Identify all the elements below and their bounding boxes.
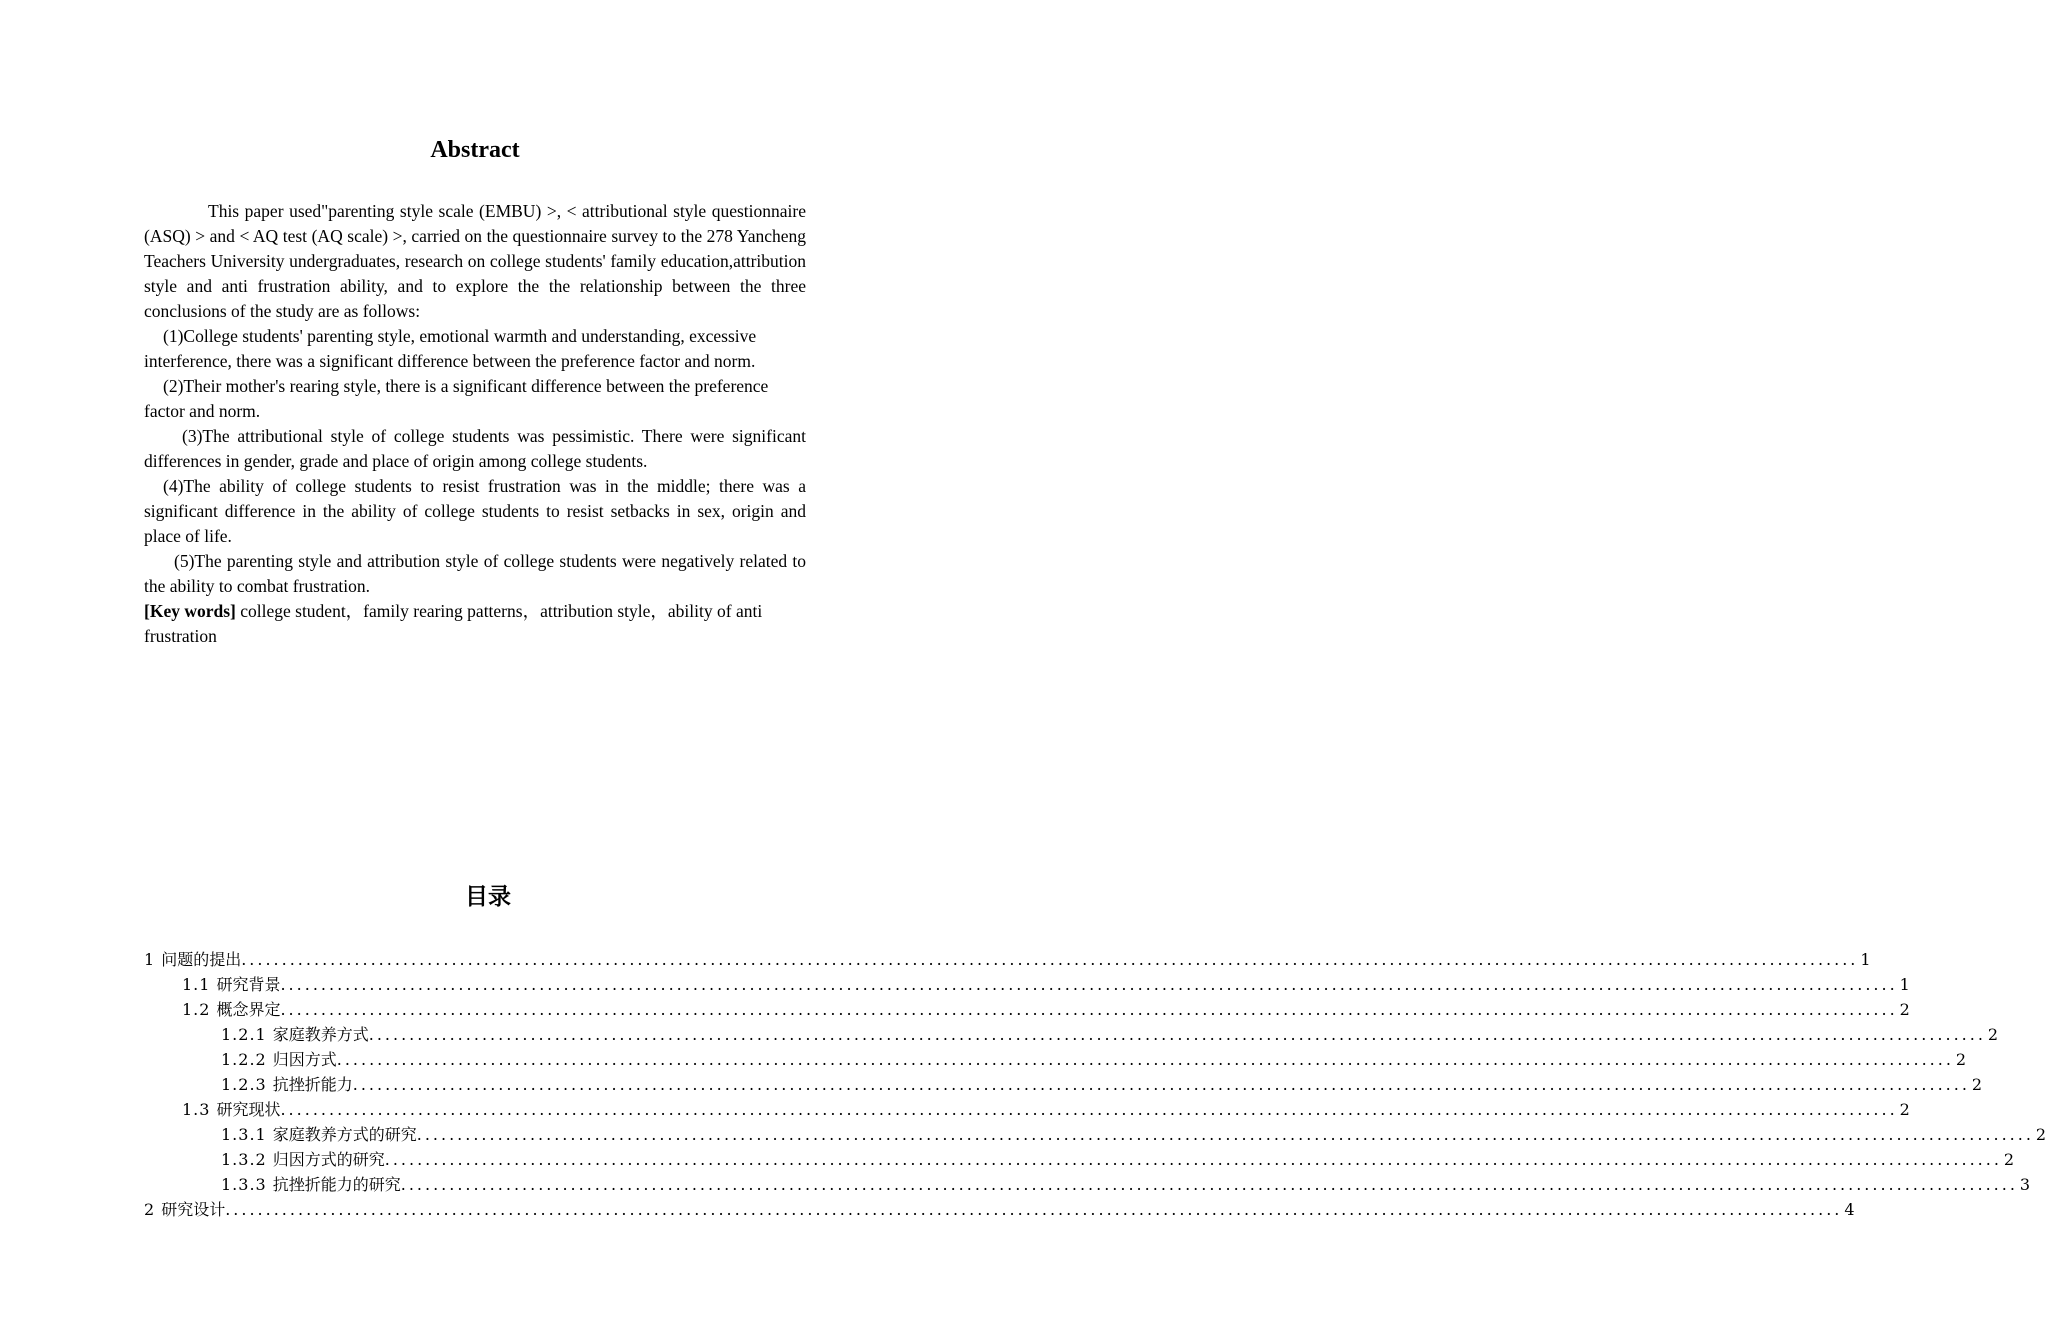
abstract-title: Abstract	[430, 137, 520, 163]
toc-entry[interactable]	[144, 1172, 2031, 1197]
toc-dot-leader: ........................................................................................................................................................................................................	[384, 1150, 2002, 1169]
abstract-paragraph: (1)College students' parenting style, emotional warmth and understanding, excessive interference, there was a significant difference between the preference factor and norm.	[144, 326, 757, 371]
toc-entry-page: 4	[1844, 1200, 1855, 1219]
toc-dot-leader: ........................................................................................................................................................................................................	[400, 1175, 2018, 1194]
toc-entry-number: 2	[144, 1200, 156, 1219]
toc-entry[interactable]	[144, 1147, 2015, 1172]
toc-entry-page: 2	[2035, 1125, 2046, 1144]
toc-dot-leader: ........................................................................................................................................................................................................	[368, 1025, 1986, 1044]
toc-entry[interactable]	[144, 1047, 1967, 1072]
toc-entry[interactable]	[144, 997, 1910, 1022]
toc-entry-title: 抗挫折能力的研究	[272, 1175, 401, 1194]
toc-entry-page: 2	[2003, 1150, 2015, 1169]
toc-entry-title: 研究背景	[216, 975, 281, 994]
keywords-text: college student，family rearing patterns，attribution style，ability of anti frustration	[144, 601, 763, 646]
toc-entry-number: 1.2.2	[221, 1050, 267, 1069]
toc-dot-leader: ........................................................................................................................................................................................................	[241, 950, 1859, 969]
toc-entry-title: 研究设计	[161, 1200, 226, 1219]
toc-entry-number: 1.1	[182, 975, 211, 994]
toc-dot-leader: ........................................................................................................................................................................................................	[352, 1075, 1970, 1094]
toc-entry[interactable]	[144, 1022, 1999, 1047]
toc-entry-page: 2	[1955, 1050, 1967, 1069]
toc-entry-page: 2	[1987, 1025, 1999, 1044]
toc-entry-number: 1.2.1	[221, 1025, 267, 1044]
toc-entry[interactable]	[144, 947, 1871, 972]
toc-entry-title: 概念界定	[216, 1000, 281, 1019]
toc-entry[interactable]	[144, 972, 1910, 997]
toc-dot-leader: ........................................................................................................................................................................................................	[280, 1000, 1898, 1019]
abstract-body	[144, 199, 806, 649]
keywords-label: [Key words]	[144, 601, 236, 621]
toc-dot-leader: ........................................................................................................................................................................................................	[225, 1200, 1843, 1219]
toc-entry-page: 2	[1971, 1075, 1983, 1094]
toc-title: 目录	[465, 884, 511, 910]
toc-entry-number: 1.2	[182, 1000, 211, 1019]
toc-entry-title: 归因方式的研究	[272, 1150, 385, 1169]
abstract-paragraph: (4)The ability of college students to resist frustration was in the middle; there was a significant difference in the ability of college students to resist setbacks in sex, origin and place of life.	[144, 476, 806, 546]
toc-dot-leader: ........................................................................................................................................................................................................	[280, 1100, 1898, 1119]
toc-entry[interactable]	[144, 1197, 1855, 1222]
toc-entry[interactable]	[144, 1097, 1910, 1122]
toc-entry[interactable]	[144, 1122, 2046, 1147]
toc-entry-title: 问题的提出	[161, 950, 242, 969]
abstract-paragraph: This paper used"parenting style scale (EMBU) >, < attributional style questionnaire (ASQ) > and < AQ test (AQ scale) >, carried on the questionnaire survey to the 278 Yancheng Teachers University undergraduates, research on college students' family education,attribution style and anti frustration ability, and to explore the the relationship between the three conclusions of the study are as follows:	[144, 201, 806, 321]
toc-entry-number: 1	[144, 950, 156, 969]
toc-entry-number: 1.2.3	[221, 1075, 267, 1094]
toc-entry-number: 1.3.1	[221, 1125, 267, 1144]
abstract-paragraph: (3)The attributional style of college students was pessimistic. There were significant differences in gender, grade and place of origin among college students.	[144, 426, 806, 471]
toc-entry-page: 3	[2019, 1175, 2031, 1194]
table-of-contents	[144, 947, 2046, 1222]
toc-entry-page: 1	[1899, 975, 1910, 994]
toc-entry-page: 2	[1899, 1000, 1910, 1019]
toc-entry-title: 研究现状	[216, 1100, 281, 1119]
abstract-paragraph: (2)Their mother's rearing style, there is a significant difference between the preference factor and norm.	[144, 376, 769, 421]
toc-entry-title: 家庭教养方式的研究	[272, 1125, 417, 1144]
toc-entry-title: 抗挫折能力	[272, 1075, 353, 1094]
toc-dot-leader: ........................................................................................................................................................................................................	[416, 1125, 2034, 1144]
toc-entry-title: 归因方式	[272, 1050, 337, 1069]
toc-entry[interactable]	[144, 1072, 1983, 1097]
toc-dot-leader: ........................................................................................................................................................................................................	[280, 975, 1898, 994]
toc-entry-page: 2	[1899, 1100, 1910, 1119]
toc-entry-page: 1	[1860, 950, 1871, 969]
abstract-paragraph: (5)The parenting style and attribution style of college students were negatively related to the ability to combat frustration.	[144, 551, 806, 596]
toc-entry-number: 1.3.2	[221, 1150, 267, 1169]
toc-entry-title: 家庭教养方式	[272, 1025, 369, 1044]
keywords-line	[144, 599, 806, 649]
abstract-paragraphs	[144, 199, 806, 599]
toc-entry-number: 1.3.3	[221, 1175, 267, 1194]
toc-entry-number: 1.3	[182, 1100, 211, 1119]
toc-dot-leader: ........................................................................................................................................................................................................	[336, 1050, 1954, 1069]
